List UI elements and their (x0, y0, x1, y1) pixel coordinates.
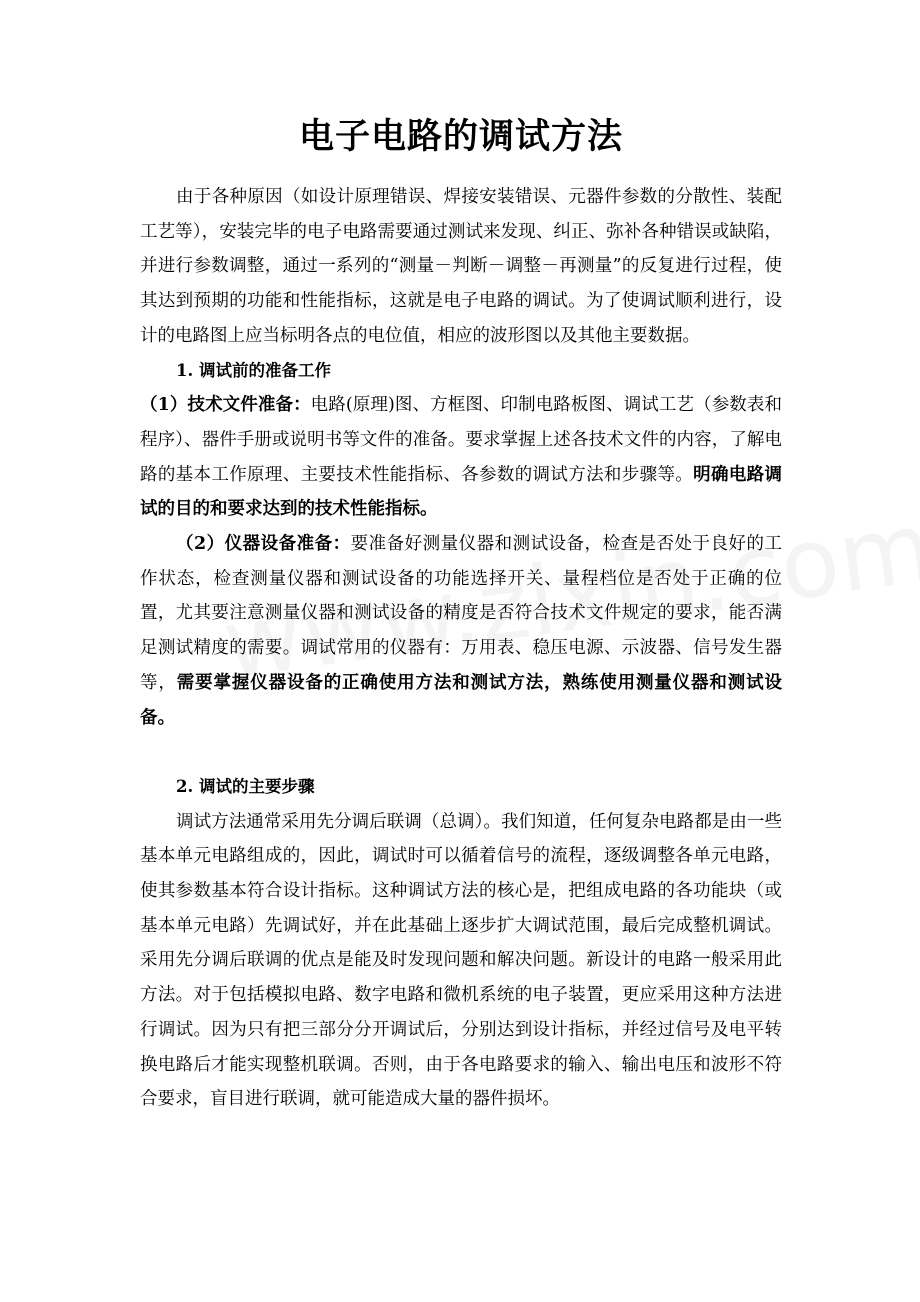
section-1-heading: 1. 调试前的准备工作 (176, 360, 331, 380)
document-body (140, 112, 782, 1117)
item-1-emphasis: 明确电路调试的目的和要求达到的技术性能指标。 (140, 464, 783, 520)
section-1-item-1 (140, 388, 782, 527)
item-1-label: （1）技术文件准备： (140, 395, 311, 416)
section-2-paragraph: 调试方法通常采用先分调后联调（总调）。我们知道，任何复杂电路都是由一些基本单元电路组成的，因此，调试时可以循着信号的流程，逐级调整各单元电路，使其参数基本符合设计指标。这种调试方法的核心是，把组成电路的各功能块（或基本单元电路）先调试好，并在此基础上逐步扩大调试范围，最后完成整机调试。采用先分调后联调的优点是能及时发现问题和解决问题。新设计的电路一般采用此方法。对于包括模拟电路、数字电路和微机系统的电子装置，更应采用这种方法进行调试。因为只有把三部分分开调试后，分别达到设计指标，并经过信号及电平转换电路后才能实现整机联调。否则，由于各电路要求的输入、输出电压和波形不符合要求，盲目进行联调，就可能造成大量的器件损坏。 (140, 811, 782, 1110)
item-2-label: （2）仪器设备准备： (176, 534, 351, 555)
item-1-text: 电路(原理)图、方框图、印制电路板图、调试工艺（参数表和程序）、器件手册或说明书等文件的准备。要求掌握上述各技术文件的内容，了解电路的基本工作原理、主要技术性能指标、各参数的调试方法和步骤等。 (140, 395, 782, 485)
item-2-emphasis: 需要掌握仪器设备的正确使用方法和测试方法，熟练使用测量仪器和测试设备。 (140, 672, 783, 728)
section-spacer (140, 735, 782, 770)
item-2-text: 要准备好测量仪器和测试设备，检查是否处于良好的工作状态，检查测量仪器和测试设备的功能选择开关、量程档位是否处于正确的位置，尤其要注意测量仪器和测试设备的精度是否符合技术文件规定的要求，能否满足测试精度的需要。调试常用的仪器有：万用表、稳压电源、示波器、信号发生器等， (140, 534, 782, 693)
intro-paragraph: 由于各种原因（如设计原理错误、焊接安装错误、元器件参数的分散性、装配工艺等），安装完毕的电子电路需要通过测试来发现、纠正、弥补各种错误或缺陷，并进行参数调整，通过一系列的“测量－判断－调整－再测量”的反复进行过程，使其达到预期的功能和性能指标，这就是电子电路的调试。为了使调试顺利进行，设计的电路图上应当标明各点的电位值，相应的波形图以及其他主要数据。 (140, 187, 782, 346)
section-2-heading: 2. 调试的主要步骤 (176, 776, 315, 796)
document-title: 电子电路的调试方法 (298, 116, 623, 157)
section-1-item-2 (140, 527, 782, 735)
